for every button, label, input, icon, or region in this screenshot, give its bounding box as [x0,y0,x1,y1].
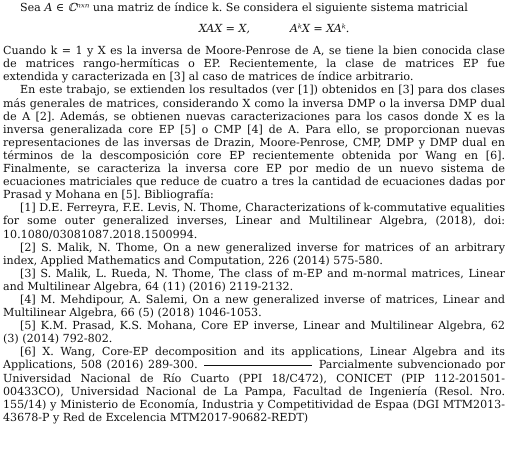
equation-left: XAX = X, [198,22,250,36]
intro-paragraph [3,1,505,14]
reference-list [3,201,505,424]
funding-note: Parcialmente subvencionado por Universidad Nacional de Río Cuarto (PPI 18/C472), CONICET (PIP 112-201501-00433CO), Universidad Nacional de La Pampa, Facultad de Ingeniería (Resol. Nro. 155/14) y Ministerio de Economía, Industria y Competitividad de Espaa (DGI MTM2013-43678-P y Red de Excelencia MTM2017-90682-REDT) [3,358,506,424]
matrix-equation [3,22,505,35]
paragraph-2: En este trabajo, se extienden los resultados (ver [1]) obtenidos en [3] para dos clases más generales de matrices, considerando X como la inversa DMP o la inversa DMP dual de A [2]. Además, se obtienen nuevas caracterizaciones para los casos donde X es la inversa generalizada core EP [5] o CMP [4] de A. Para ello, se proporcionan nuevas representaciones de las inversas de Drazin, Moore-Penrose, CMP, DMP y DMP dual en términos de la descomposición core EP recientemente obtenida por Wang en [6]. Finalmente, se caracteriza la inversa core EP por medio de un nuevo sistema de ecuaciones matriciales que reduce de cuatro a tres la cantidad de ecuaciones dadas por Prasad y Mohana en [5]. Bibliografía: [3,83,505,202]
reference-item-last [3,345,505,424]
reference-item: [4] M. Mehdipour, A. Salemi, On a new generalized inverse of matrices, Linear and Multilinear Algebra, 66 (5) (2018) 1046-1053. [3,292,505,320]
reference-item: [5] K.M. Prasad, K.S. Mohana, Core EP inverse, Linear and Multilinear Algebra, 62 (3) (2014) 792-802. [3,319,505,346]
intro-text-pre: Sea [20,1,45,14]
footnote-rule [204,365,312,366]
reference-item: [2] S. Malik, N. Thome, On a new generalized inverse for matrices of an arbitrary index, Applied Mathematics and Computation, 226 (2014) 575-580. [3,240,505,267]
reference-6: [6] X. Wang, Core-EP decomposition and its applications, Linear Algebra and its Applications, 508 (2016) 289-300. [3,345,505,372]
reference-item: [3] S. Malik, L. Rueda, N. Thome, The class of m-EP and m-normal matrices, Linear and Multilinear Algebra, 64 (11) (2016) 2119-2132. [3,266,505,293]
paragraph-1: Cuando k = 1 y X es la inversa de Moore-Penrose de A, se tiene la bien conocida clase de matrices rango-hermíticas o EP. Recientemente, la clase de matrices EP fue extendida y caracterizada en [3] al caso de matrices de índice arbitrario. [3,44,505,84]
reference-item: [1] D.E. Ferreyra, F.E. Levis, N. Thome, Characterizations of k-commutative equalities for some outer generalized inverses, Linear and Multilinear Algebra, (2018), doi: 10.1080/03081087.2018.1500994. [3,201,505,241]
intro-matrix-symbol: A ∈ ℂⁿˣⁿ [44,1,90,14]
intro-text-post: una matriz de índice k. Se considera el siguiente sistema matricial [89,1,468,14]
equation-right: AᵏX = XAᵏ. [289,22,350,36]
